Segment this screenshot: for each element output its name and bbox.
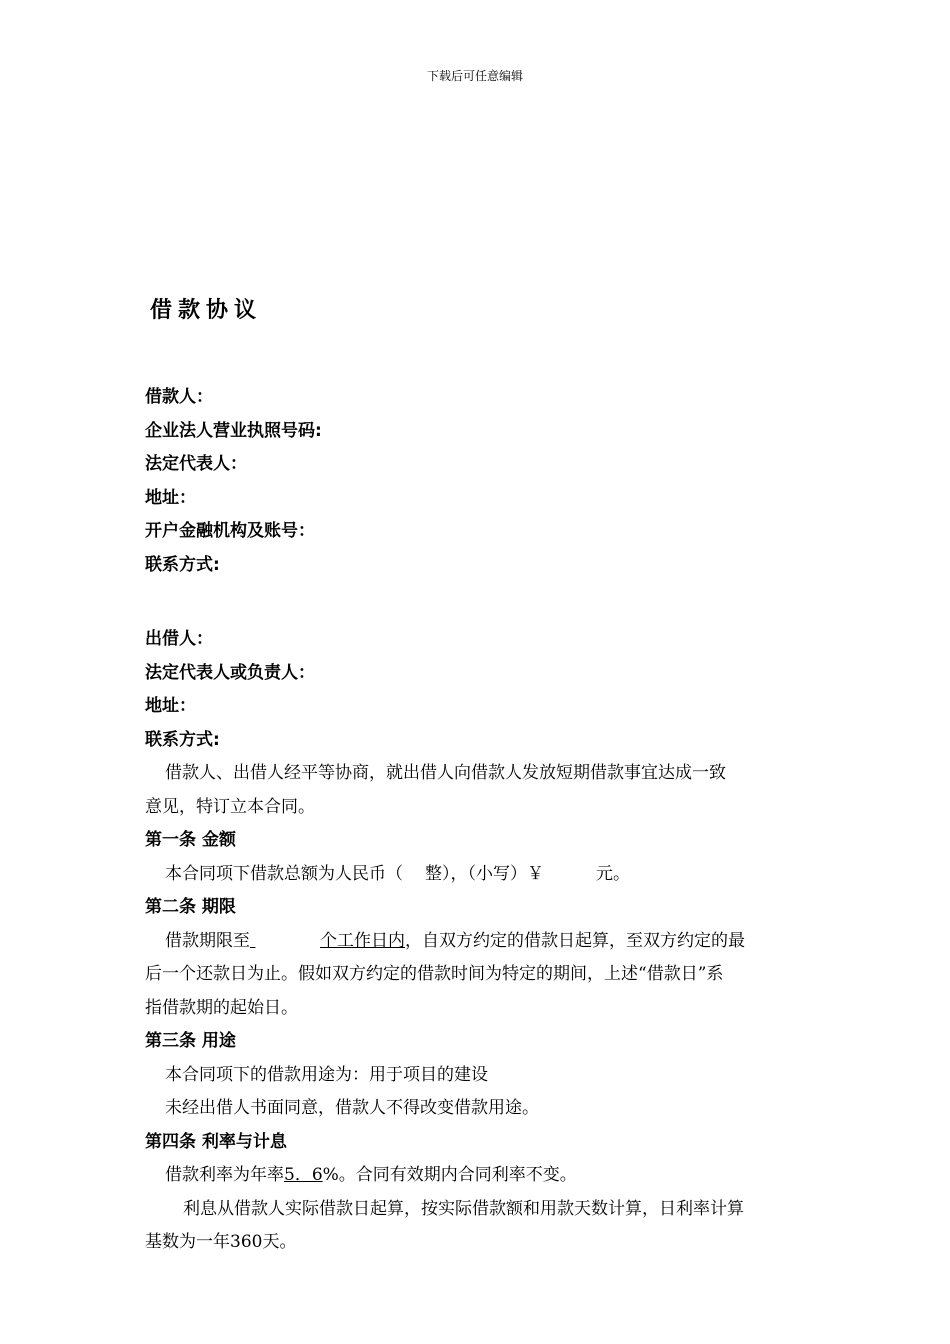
preamble-line-2: 意见，特订立本合同。: [145, 796, 315, 817]
lender-address-label: 地址：: [145, 696, 196, 716]
borrower-bank-label: 开户金融机构及账号：: [145, 521, 315, 541]
article-3-heading: 第三条 用途: [145, 1031, 236, 1051]
article-2-underlined: 个工作日内: [320, 930, 405, 951]
document-title: 借款协议: [150, 298, 263, 323]
interest-rate-value: 5．6: [284, 1165, 323, 1185]
article-4-text-a: 借款利率为年率: [165, 1165, 284, 1185]
article-1-text: [145, 858, 825, 892]
term-blank: [250, 925, 320, 959]
article-1-heading: 第一条 金额: [145, 830, 236, 850]
article-2-text-a: 借款期限至: [165, 930, 250, 951]
header-note: 下载后可任意编辑: [426, 69, 523, 83]
article-1-text-b: 整），（小写）￥: [425, 863, 544, 884]
article-3-line-1: 本合同项下的借款用途为：用于项目的建设: [165, 1064, 488, 1085]
article-2-heading: 第二条 期限: [145, 897, 236, 917]
article-2-text-b: ，自双方约定的借款日起算，至双方约定的最: [405, 930, 745, 951]
borrower-rep-label: 法定代表人：: [145, 454, 247, 474]
article-4-heading: 第四条 利率与计息: [145, 1131, 287, 1152]
borrower-block: [145, 381, 825, 582]
article-1-text-a: 本合同项下借款总额为人民币（: [165, 863, 403, 884]
article-1-text-c: 元。: [596, 863, 630, 884]
article-4-text-b: %。合同有效期内合同利率不变。: [322, 1165, 577, 1185]
article-3-line-2: 未经出借人书面同意，借款人不得改变借款用途。: [165, 1098, 539, 1118]
article-2-line-2: 后一个还款日为止。假如双方约定的借款时间为特定的期间，上述“借款日”系: [145, 964, 724, 984]
lender-name-label: 出借人：: [145, 629, 213, 649]
article-4-line-1: [145, 1159, 825, 1193]
lender-contact-label: 联系方式:: [145, 729, 220, 750]
borrower-contact-label: 联系方式:: [145, 554, 220, 575]
article-2-line-3: 指借款期的起始日。: [145, 997, 298, 1018]
article-2-line-1: [145, 925, 825, 959]
lender-rep-label: 法定代表人或负责人：: [145, 662, 315, 683]
preamble-line-1: 借款人、出借人经平等协商，就出借人向借款人发放短期借款事宜达成一致: [165, 763, 726, 783]
article-4-line-2: 利息从借款人实际借款日起算，按实际借款额和用款天数计算，日利率计算: [183, 1198, 744, 1219]
lender-block: [145, 623, 825, 1260]
article-4-line-3: 基数为一年360天。: [145, 1232, 297, 1252]
borrower-address-label: 地址：: [145, 487, 196, 508]
borrower-name-label: 借款人：: [145, 387, 213, 407]
borrower-license-label: 企业法人营业执照号码:: [145, 420, 322, 441]
